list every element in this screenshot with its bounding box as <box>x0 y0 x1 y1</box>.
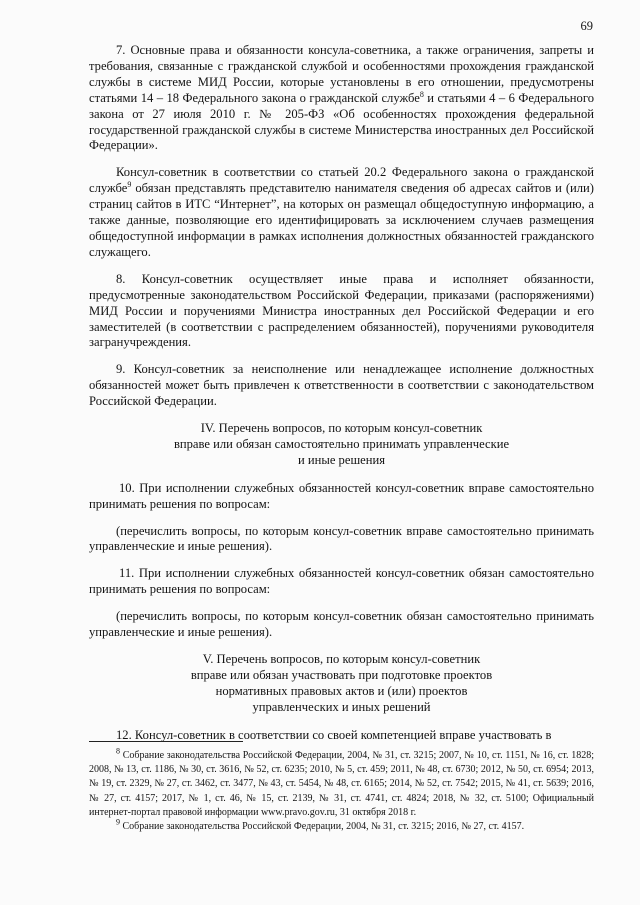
paragraph-11-note: (перечислить вопросы, по которым консул-советник обязан самостоятельно принимать управленческие и иные решения). <box>89 609 594 640</box>
paragraph-7-cont: Консул-советник в соответствии со статьей 20.2 Федерального закона о гражданской службе$^9$ обязан представлять представителю нанимателя сведения об адресах сайтов и (или) страниц сайтов в ИТС “Интернет”, на которых он размещал общедоступную информацию, а также данные, позволяющие его идентифицировать за исключением случаев размещения общедоступной информации в рамках исполнения должностных обязанностей гражданского служащего. <box>89 165 594 259</box>
page-number: 69 <box>580 19 593 33</box>
footnotes <box>89 746 594 834</box>
section-iv-heading: IV. Перечень вопросов, по которым консул-советник вправе или обязан самостоятельно принимать управленческие и иные решения <box>173 421 510 467</box>
footnote-ref-9: 9 <box>127 180 132 190</box>
section-v-heading: V. Перечень вопросов, по которым консул-советник вправе или обязан участвовать при подготовке проектов нормативных правовых актов и (или) проектов управленческих и иных решений <box>190 652 493 714</box>
footnote-ref-8: 8 <box>419 89 424 99</box>
footnote-8: $^8$ Собрание законодательства Российской Федерации, 2004, № 31, ст. 3215; 2007, № 10, ст. 1151, № 16, ст. 1828; 2008, № 13, ст. 1186, № 30, ст. 3616, № 52, ст. 6235; 2010, № 5, ст. 459; 2011, № 48, ст. 6730; 2012, № 50, ст. 6954; 2013, № 19, ст. 2329, № 27, ст. 3462, ст. 3477, № 43, ст. 5454, № 48, ст. 6165; 2014, № 52, ст. 7542; 2015, № 41, ст. 5639; 2016, № 27, ст. 4157; 2017, № 1, ст. 46, № 15, ст. 2139, № 31, ст. 4741, ст. 4824; 2018, № 32, ст. 5100; Официальный интернет-портал правовой информации www.pravo.gov.ru, 31 октября 2018 г. <box>89 746 594 818</box>
paragraph-10-note: (перечислить вопросы, по которым консул-советник вправе самостоятельно принимать управленческие и иные решения). <box>89 523 594 554</box>
paragraph-12: 12. Консул-советник в соответствии со своей компетенцией вправе участвовать в <box>116 727 552 742</box>
paragraph-9: 9. Консул-советник за неисполнение или ненадлежащее исполнение должностных обязанностей может быть привлечен к ответственности в соответствии с законодательством Российской Федерации. <box>89 362 594 409</box>
paragraph-7: 7. Основные права и обязанности консула-советника, а также ограничения, запреты и требования, связанные с гражданской службой и особенностями прохождения гражданской службы в системе МИД России, которые установлены в его отношении, предусмотрены статьями 14 – 18 Федерального закона о гражданской службе$^8$ и статьями 4 – 6 Федерального закона от 27 июля 2010 г. № 205-ФЗ «Об особенностях прохождения федеральной государственной гражданской службы в системе Министерства иностранных дел Российской Федерации». <box>89 43 594 153</box>
paragraph-10: 10. При исполнении служебных обязанностей консул-советник вправе самостоятельно принимать решения по вопросам: <box>89 480 594 511</box>
paragraph-8: 8. Консул-советник осуществляет иные права и исполняет обязанности, предусмотренные законодательством Российской Федерации, приказами (распоряжениями) МИД России и поручениями Министра иностранных дел Российской Федерации и его заместителей (в соответствии с распределением обязанностей), поручениями руководителя загранучреждения. <box>89 271 594 350</box>
footnote-9: $^9$ Собрание законодательства Российской Федерации, 2004, № 31, ст. 3215; 2016, № 27, ст. 4157. <box>116 817 525 833</box>
paragraph-11: 11. При исполнении служебных обязанностей консул-советник обязан самостоятельно принимать решения по вопросам: <box>89 566 594 597</box>
document-body <box>89 43 594 755</box>
footnote-separator <box>89 741 243 742</box>
